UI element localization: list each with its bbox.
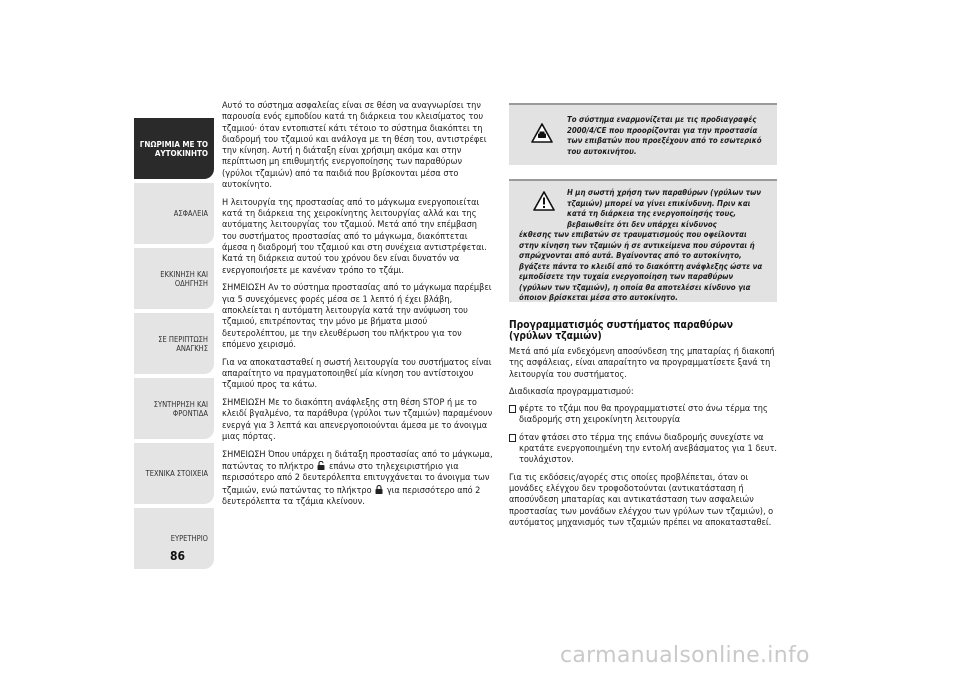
paragraph: Αυτό το σύστημα ασφαλείας είναι σε θέση να αναγνωρίσει την παρουσία ενός εμποδίου κατά τη διάρκεια του κλεισίματος του τζαμιού· όταν εντοπιστεί κάτι τέτοιο το σύστημα διακόπτει τη διαδρομή του τζαμιού και ανάλογα με τη θέση του, αντιστρέφει την κίνηση. Αυτή η διάταξη είναι χρήσιμη ακόμα και στην περίπτωση μη επιθυμητής ενεργοποίησης των παραθύρων (γρύλοι τζαμιών) από τα παιδιά που βρίσκονται μέσα στο αυτοκίνητο.	[222, 101, 487, 191]
paragraph: Η λειτουργία της προστασίας από το μάγκωμα ενεργοποιείται κατά τη διάρκεια της χειροκίνητης λειτουργίας αλλά και της αυτόματης λειτουργίας του τζαμιού. Μετά από την επέμβαση του συστήματος προστασίας από το μάγκωμα, διακόπτεται άμεσα η διαδρομή του τζαμιού και στη συνέχεια αντιστρέφεται. Κατά τη διάρκεια αυτού του χρόνου δεν είναι δυνατόν να ενεργοποιήσετε με κανέναν τρόπο το τζάμι.	[222, 197, 487, 276]
attention-triangle-icon	[533, 191, 555, 215]
right-column	[509, 103, 777, 535]
paragraph: ΣΗΜΕΙΩΣΗ Με το διακόπτη ανάφλεξης στη θέση STOP ή με το κλειδί βγαλμένο, τα παράθυρα (γρύλοι των τζαμιών) παραμένουν ενεργά για 3 λεπτά και απενεργοποιούνται άμεσα με το άνοιγμα μιας πόρτας.	[222, 398, 493, 443]
chapter-tabs	[134, 118, 214, 573]
paragraph: Για τις εκδόσεις/αγορές στις οποίες προβλέπεται, όταν οι μονάδες ελέγχου δεν τροφοδοτούνται (αντικατάσταση ή αποσύνδεση μπαταρίας και αντικατάσταση των ασφαλειών προστασίας των μονάδων ελέγχου των γρύλων των τζαμιών), ο αυτόματος μηχανισμός των τζαμιών πρέπει να αποκατασταθεί.	[509, 472, 774, 528]
checkbox-bullet-icon	[509, 433, 519, 467]
attention-triangle-icon	[531, 123, 553, 147]
checkbox-bullet-icon	[509, 404, 519, 427]
tab-emergency[interactable]: ΣΕ ΠΕΡΙΠΤΩΣΗ ΑΝΑΓΚΗΣ	[134, 313, 214, 374]
tab-index[interactable]: ΕΥΡΕΤΗΡΙΟ	[134, 508, 214, 569]
paragraph: Μετά από μία ενδεχόμενη αποσύνδεση της μπαταρίας ή διακοπή της ασφάλειας, είναι απαραίτητο να προγραμματίσετε ξανά τη λειτουργία του συστήματος.	[509, 347, 775, 380]
warning-text: Το σύστημα εναρμονίζεται με τις προδιαγραφές 2000/4/CE που προορίζονται για την προστασία των επιβατών που προεξέχουν από το εσωτερικό του αυτοκινήτου.	[567, 115, 762, 156]
watermark: carmanualsonline.info	[560, 643, 810, 668]
tab-technical-data[interactable]: ΤΕΧΝΙΚΑ ΣΤΟΙΧΕΙΑ	[134, 443, 214, 504]
paragraph: Για να αποκατασταθεί η σωστή λειτουργία του συστήματος είναι απαραίτητο να πραγματοποιηθεί μία κίνηση του αντίστοιχου τζαμιού προς τα κάτω.	[222, 357, 492, 391]
tab-getting-to-know[interactable]: ΓΝΩΡΙΜΙΑ ΜΕ ΤΟ ΑΥΤΟΚΙΝΗΤΟ	[134, 118, 214, 179]
tab-maintenance[interactable]: ΣΥΝΤΗΡΗΣΗ ΚΑΙ ΦΡΟΝΤΙΔΑ	[134, 378, 214, 439]
list-item: όταν φτάσει στο τέρμα της επάνω διαδρομής συνεχίστε να κρατάτε ενεργοποιημένη την εντολή ανεβάσματος για 1 δευτ. τουλάχιστον.	[509, 433, 777, 467]
tab-safety[interactable]: ΑΣΦΑΛΕΙΑ	[134, 183, 214, 244]
page-number: 86	[170, 549, 186, 563]
section-body	[509, 347, 777, 529]
warning-box	[509, 179, 777, 302]
tab-starting-driving[interactable]: ΕΚΚΙΝΗΣΗ ΚΑΙ ΟΔΗΓΗΣΗ	[134, 248, 214, 309]
lock-icon	[375, 485, 383, 494]
unlock-icon	[317, 461, 325, 470]
warning-box	[509, 103, 777, 165]
warning-text: έκθεσης των επιβατών σε τραυματισμούς που οφείλονται στην κίνηση των τζαμιών ή σε αντικείμενα που σύρονται ή σπρώχνονται από αυτά. Βγαίνοντας από το αυτοκίνητο, βγάζετε πάντα το κλειδί από το διακόπτη ανάφλεξης ώστε να εμποδίσετε την τυχαία ενεργοποίηση των παραθύρων (γρύλων των τζαμιών), η οποία θα αποτελέσει κίνδυνο για όποιον βρίσκεται μέσα στο αυτοκίνητο.	[519, 230, 763, 302]
paragraph: ΣΗΜΕΙΩΣΗ Αν το σύστημα προστασίας από το μάγκωμα παρέμβει για 5 συνεχόμενες φορές μέσα σε 1 λεπτό ή έχει βλάβη, αποκλείεται η αυτόματη λειτουργία κατά την ανύψωση του τζαμιού, επιτρέποντας την μόνο με βήματα μισού δευτερολέπτου, με την ελευθέρωση του πλήκτρου για τον επόμενο χειρισμό.	[222, 283, 492, 350]
left-column	[222, 101, 494, 515]
paragraph: Διαδικασία προγραμματισμού:	[509, 386, 634, 397]
paragraph-remote-note: ΣΗΜΕΙΩΣΗ Όπου υπάρχει η διάταξη προστασίας από το μάγκωμα, πατώντας το πλήκτρο επάνω στο τηλεχειριστήριο για περισσότερο από 2 δευτερόλεπτα επιτυγχάνεται το άνοιγμα των τζαμιών, ενώ πατώντας το πλήκτρο για περισσότερο από 2 δευτερόλεπτα τα τζάμια κλείνουν.	[222, 449, 493, 507]
section-title: Προγραμματισμός συστήματος παραθύρων (γρύλων τζαμιών)	[509, 320, 733, 342]
list-item: φέρτε το τζάμι που θα προγραμματιστεί στο άνω τέρμα της διαδρομής στη χειροκίνητη λειτουργία	[509, 404, 777, 427]
warning-text: Η μη σωστή χρήση των παραθύρων (γρύλων των τζαμιών) μπορεί να γίνει επικίνδυνη. Πριν και κατά τη διάρκεια της ενεργοποίησής τους, βεβαιωθείτε ότι δεν υπάρχει κίνδυνος	[567, 188, 762, 229]
